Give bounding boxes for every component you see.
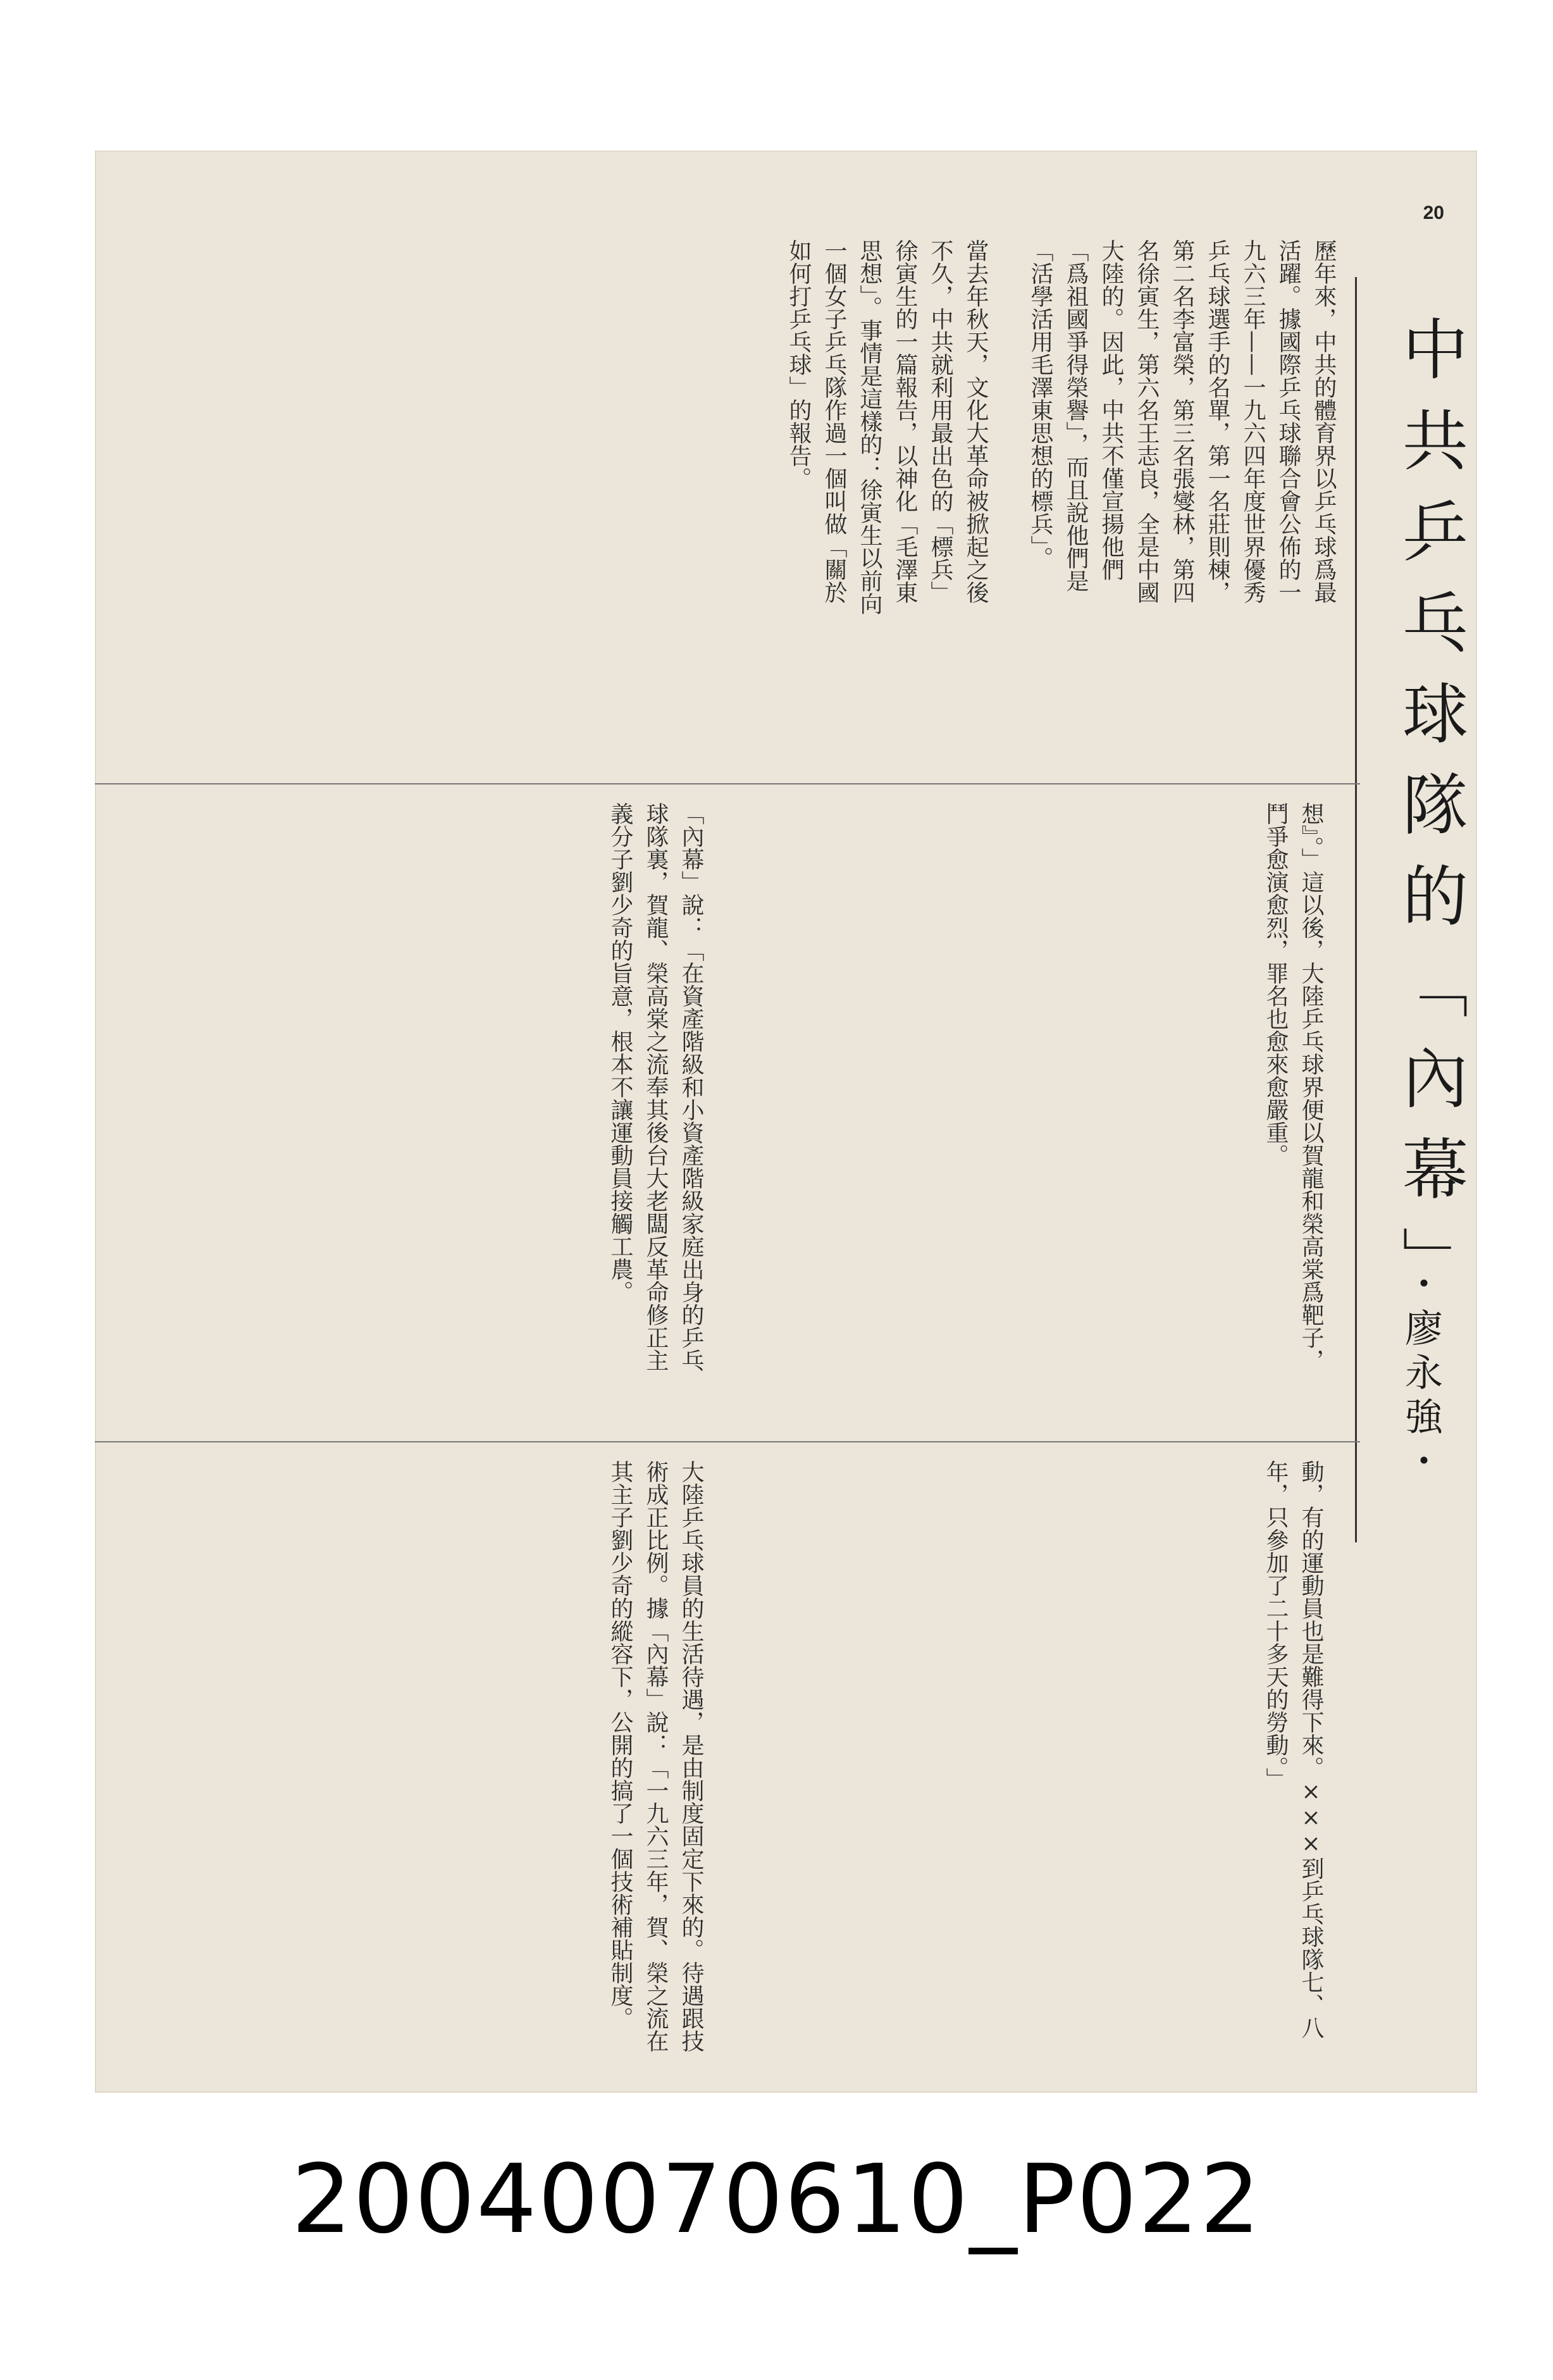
article-author: ・廖永強・ [1399, 1264, 1443, 1485]
text-column-top-left: 當去年秋天，文化大革命被掀起之後不久，中共就利用最出色的「標兵」徐寅生的一篇報告，以神化「毛澤東思想」。事情是這樣的：徐寅生以前向一個女子乒乓隊作過一個叫做「關於如何打乒乓球」的報告。 [786, 239, 989, 615]
text-column-bottom-left: 大陸乒乓球員的生活待遇，是由制度固定下來的。待遇跟技術成正比例。據「內幕」說：「一九六三年，賀、榮之流在其主子劉少奇的縱容下，公開的搞了一個技術補貼制度。 [607, 1460, 704, 2052]
page-number: 20 [1423, 202, 1444, 223]
text-column-top-right: 歷年來，中共的體育界以乒乓球爲最活躍。據國際乒乓球聯合會公佈的一九六三年——一九六四年度世界優秀乒乓球選手的名單，第一名莊則棟，第二名李富榮，第三名張燮林，第四名徐寅生，第六名王志良，全是中國大陸的。因此，中共不僅宣揚他們「爲祖國爭得榮譽」，而且說他們是「活學活用毛澤東思想的標兵」。 [1027, 239, 1337, 604]
image-caption: 20040070610_P022 [291, 2145, 1262, 2255]
text-column-mid-right: 想』。」這以後，大陸乒乓球界便以賀龍和榮高棠爲靶子，鬥爭愈演愈烈，罪名也愈來愈嚴重。 [1263, 802, 1324, 1372]
title-panel [1355, 277, 1468, 1542]
text-column-mid-left: 「內幕」說：「在資產階級和小資產階級家庭出身的乒乓球隊裏，賀龍、榮高棠之流奉其後台大老闆反革命修正主義分子劉少奇的旨意，根本不讓運動員接觸工農。 [607, 802, 704, 1372]
article-title: 中共乒乓球隊的「內幕」 [1391, 315, 1468, 1317]
scanned-page [95, 151, 1477, 2093]
text-column-bottom-right: 動，有的運動員也是難得下來。×××到乒乓球隊七、八年，只參加了二十多天的勞動。」 [1263, 1460, 1324, 2039]
section-divider-2 [95, 1441, 1360, 1442]
section-divider-1 [95, 783, 1360, 784]
